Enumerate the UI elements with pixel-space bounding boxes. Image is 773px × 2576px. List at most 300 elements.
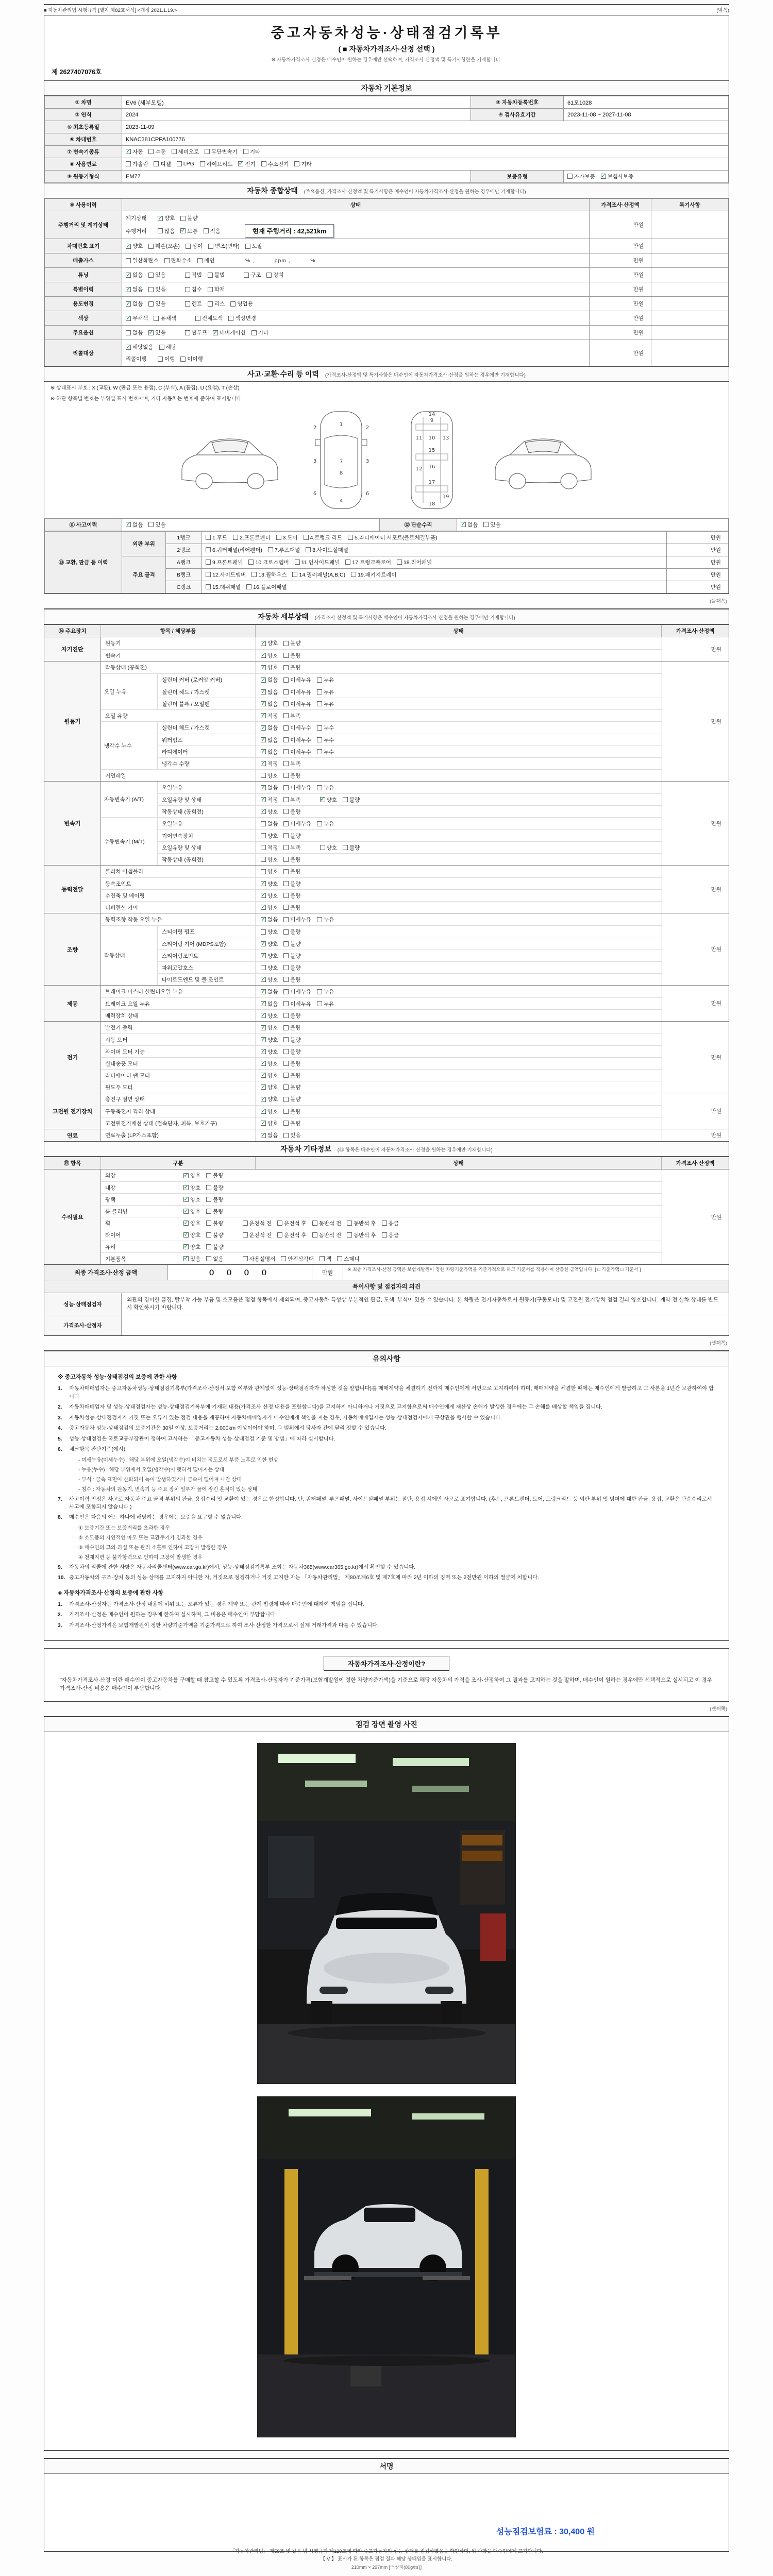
- checkbox-양호[interactable]: [183, 1172, 200, 1179]
- checkbox-양호[interactable]: [261, 1048, 278, 1056]
- checkbox-4.트렁크 리드[interactable]: [304, 534, 342, 541]
- checkbox-양호[interactable]: [261, 928, 278, 936]
- checkbox-없음[interactable]: [126, 521, 143, 529]
- checkbox-양호[interactable]: [261, 1095, 278, 1103]
- option-groups: [158, 227, 226, 235]
- checkbox-운전석 전[interactable]: [243, 1219, 272, 1227]
- checkbox-자가보증[interactable]: [567, 173, 595, 180]
- checkbox-적음[interactable]: [204, 227, 221, 235]
- part-group-cell: 주요 골격: [122, 556, 166, 594]
- checkbox-없음[interactable]: [261, 688, 278, 696]
- accident-title-text: 사고·교환·수리 등 이력: [247, 370, 319, 378]
- checkbox-미세누수[interactable]: [283, 748, 311, 756]
- checkbox-불량[interactable]: [206, 1243, 223, 1251]
- option-groups: [126, 148, 266, 156]
- checkbox-양호[interactable]: [261, 808, 278, 816]
- checkbox-box-icon: [185, 273, 190, 278]
- checkbox-양호[interactable]: [261, 639, 278, 647]
- checkbox-불량[interactable]: [283, 940, 300, 948]
- checkbox-없음[interactable]: [126, 271, 143, 279]
- history-label: ⑫ 단순수리: [380, 519, 457, 531]
- checkbox-구조[interactable]: [244, 271, 261, 279]
- checkbox-2.프론트펜더[interactable]: [233, 534, 270, 541]
- price-cell: 만원: [662, 1093, 729, 1129]
- checkbox-불량[interactable]: [283, 976, 300, 984]
- checkbox-3.도어[interactable]: [276, 534, 298, 541]
- checkbox-box-icon: [268, 547, 273, 552]
- checkbox-5.라디에이터 서포트(볼트체결부품)[interactable]: [348, 534, 438, 541]
- checkbox-불량[interactable]: [283, 880, 300, 888]
- checkbox-box-icon: [283, 881, 289, 886]
- checkbox-양호[interactable]: [261, 1012, 278, 1020]
- checkbox-무채색[interactable]: [126, 314, 148, 322]
- checkbox-양호[interactable]: [261, 940, 278, 948]
- option-group: [206, 546, 354, 554]
- checkbox-전기[interactable]: [238, 160, 255, 168]
- checkbox-미세누유[interactable]: [283, 916, 311, 923]
- checkbox-불량[interactable]: [206, 1172, 223, 1179]
- opinion-author: 성능·상태점검자: [44, 1293, 122, 1315]
- signature-area[interactable]: [44, 2474, 729, 2551]
- checkbox-1.후드[interactable]: [206, 534, 227, 541]
- checkbox-box-icon: [158, 216, 163, 221]
- device-label: 고전원 전기장치: [44, 1093, 101, 1129]
- checkbox-안전삼각대[interactable]: [281, 1255, 314, 1263]
- checkbox-응급[interactable]: [382, 1231, 399, 1239]
- photo-body: [44, 1732, 729, 2450]
- checkbox-양호[interactable]: [320, 796, 337, 804]
- checkbox-불량[interactable]: [206, 1196, 223, 1204]
- notice-item: [58, 1574, 715, 1582]
- checkbox-box-icon: [261, 701, 266, 706]
- detail-item-state: [256, 734, 662, 745]
- checkbox-해당없음[interactable]: [126, 343, 154, 351]
- notice-item: [58, 1514, 715, 1521]
- checkbox-있음[interactable]: [148, 521, 165, 529]
- checkbox-불량[interactable]: [283, 1095, 300, 1103]
- svg-text:1: 1: [339, 422, 343, 428]
- checkbox-label: 누수: [323, 725, 334, 731]
- detail-item-state: [256, 1022, 662, 1033]
- detail-item-state: [178, 1241, 662, 1252]
- checkbox-양호[interactable]: [261, 772, 278, 779]
- checkbox-label: 불량: [290, 1072, 301, 1079]
- checkbox-양호[interactable]: [261, 1060, 278, 1067]
- checkbox-없음[interactable]: [261, 724, 278, 732]
- detail-row: [101, 709, 662, 721]
- detail-item-state: [256, 1010, 662, 1021]
- checkbox-하이브리드[interactable]: [200, 160, 233, 168]
- checkbox-양호[interactable]: [261, 964, 278, 972]
- checkbox-불량[interactable]: [283, 1036, 300, 1044]
- detail-item-label: 휠: [101, 1217, 178, 1229]
- checkbox-불량[interactable]: [283, 1012, 300, 1020]
- svg-text:2: 2: [365, 425, 369, 431]
- checkbox-11.인사이드패널[interactable]: [295, 558, 340, 566]
- checkbox-미세누유[interactable]: [283, 676, 311, 684]
- checkbox-영업용[interactable]: [230, 300, 253, 308]
- checkbox-양호[interactable]: [261, 832, 278, 840]
- checkbox-19.패키지트레이[interactable]: [351, 571, 396, 579]
- checkbox-잭[interactable]: [320, 1255, 331, 1263]
- checkbox-label: 불량: [290, 1120, 301, 1127]
- detail-item-label: 추진축 및 베어링: [101, 890, 256, 901]
- checkbox-label: 보통: [187, 228, 198, 234]
- checkbox-누유[interactable]: [317, 688, 334, 696]
- checkbox-불량[interactable]: [283, 652, 300, 659]
- checkbox-보험사보증[interactable]: [601, 173, 634, 180]
- checkbox-미세누수[interactable]: [283, 724, 311, 732]
- checkbox-12.사이드멤버[interactable]: [206, 571, 246, 579]
- checkbox-누수[interactable]: [317, 736, 334, 744]
- checkbox-양호[interactable]: [261, 880, 278, 888]
- checkbox-양호[interactable]: [261, 1083, 278, 1091]
- checkbox-없음[interactable]: [126, 300, 143, 308]
- checkbox-불량[interactable]: [283, 1072, 300, 1079]
- checkbox-부족[interactable]: [283, 712, 300, 720]
- checkbox-보통[interactable]: [180, 227, 197, 235]
- checkbox-14.필러패널(A,B,C)[interactable]: [292, 571, 345, 579]
- column-header: 특기사항: [651, 199, 729, 211]
- checkbox-있음[interactable]: [148, 300, 165, 308]
- checkbox-양호[interactable]: [261, 868, 278, 875]
- checkbox-box-icon: [320, 1256, 325, 1261]
- checkbox-양호[interactable]: [261, 1120, 278, 1127]
- checkbox-없음[interactable]: [261, 988, 278, 995]
- checkbox-동반석 후[interactable]: [347, 1231, 376, 1239]
- checkbox-미세누유[interactable]: [283, 988, 311, 995]
- checkbox-13.휠하우스[interactable]: [251, 571, 287, 579]
- checkbox-상이[interactable]: [186, 242, 203, 250]
- checkbox-label: 14.필러패널(A,B,C): [299, 571, 346, 578]
- checkbox-불량[interactable]: [343, 844, 360, 852]
- checkbox-불량[interactable]: [283, 772, 300, 779]
- rank-cell: 2랭크: [166, 544, 202, 556]
- checkbox-해당[interactable]: [159, 343, 176, 351]
- detail-item-label: 와이퍼 모터 기능: [101, 1046, 256, 1057]
- checkbox-리스[interactable]: [208, 300, 225, 308]
- checkbox-양호[interactable]: [261, 1108, 278, 1115]
- checkbox-불량[interactable]: [283, 904, 300, 911]
- checkbox-응급[interactable]: [382, 1219, 399, 1227]
- checkbox-없음[interactable]: [261, 916, 278, 923]
- checkbox-누유[interactable]: [317, 700, 334, 708]
- checkbox-적정[interactable]: [261, 844, 278, 852]
- checkbox-부족[interactable]: [283, 760, 300, 768]
- checkbox-불량[interactable]: [343, 796, 360, 804]
- checkbox-불량[interactable]: [283, 964, 300, 972]
- checkbox-8.사이드실패널[interactable]: [306, 546, 348, 554]
- checkbox-수소전기[interactable]: [261, 160, 289, 168]
- checkbox-변조(변타)[interactable]: [208, 242, 240, 250]
- checkbox-불량[interactable]: [283, 856, 300, 863]
- checkbox-label: 없음: [267, 917, 278, 923]
- notice-intro: ※ 중고자동차 성능·상태점검의 보증에 관한 사항: [58, 1374, 177, 1381]
- checkbox-적정[interactable]: [261, 760, 278, 768]
- detail-item-state: [256, 758, 662, 769]
- checkbox-가솔린[interactable]: [126, 160, 148, 168]
- price-guarantee-title: ◈ 자동차가격조사·산정의 보증에 관한 사항: [58, 1589, 163, 1596]
- checkbox-누수[interactable]: [317, 724, 334, 732]
- checkbox-box-icon: [159, 345, 164, 350]
- checkbox-미세누유[interactable]: [283, 1000, 311, 1008]
- checkbox-부족[interactable]: [283, 844, 300, 852]
- checkbox-양호[interactable]: [183, 1184, 200, 1192]
- checkbox-누유[interactable]: [317, 1000, 334, 1008]
- option-group: [261, 1012, 307, 1020]
- checkbox-없음[interactable]: [261, 784, 278, 791]
- checkbox-불량[interactable]: [283, 1108, 300, 1115]
- price-cell: 만원: [590, 239, 651, 253]
- detail-item-label: 라디에이터 팬 모터: [101, 1070, 256, 1081]
- checkbox-불량[interactable]: [206, 1208, 223, 1215]
- checkbox-기타[interactable]: [243, 148, 260, 156]
- checkbox-일산화탄소[interactable]: [126, 257, 159, 264]
- photos-title-text: 점검 장면 촬영 사진: [356, 1720, 417, 1728]
- checkbox-label: 무단변속기: [211, 148, 238, 155]
- checkbox-불량[interactable]: [283, 832, 300, 840]
- checkbox-양호[interactable]: [126, 242, 143, 250]
- option-group: [261, 1120, 307, 1127]
- notice-card: [44, 1350, 729, 1641]
- checkbox-없음[interactable]: [261, 1131, 278, 1139]
- checkbox-있음[interactable]: [483, 521, 500, 529]
- option-groups: [261, 796, 365, 804]
- checkbox-불량[interactable]: [283, 664, 300, 671]
- checkbox-없음[interactable]: [261, 736, 278, 744]
- checkbox-동반석 전[interactable]: [312, 1219, 342, 1227]
- checkbox-label: 16.플로어패널: [253, 584, 287, 590]
- checkbox-침수[interactable]: [185, 285, 202, 293]
- checkbox-자동[interactable]: [126, 148, 143, 156]
- checkbox-장치[interactable]: [266, 271, 283, 279]
- checkbox-불량[interactable]: [283, 1048, 300, 1056]
- state-line: [126, 212, 585, 224]
- checkbox-없음[interactable]: [261, 676, 278, 684]
- checkbox-수동[interactable]: [148, 148, 165, 156]
- checkbox-세미오토[interactable]: [172, 148, 199, 156]
- checkbox-있음[interactable]: [183, 1255, 200, 1263]
- checkbox-양호[interactable]: [320, 844, 337, 852]
- checkbox-양호[interactable]: [261, 1072, 278, 1079]
- checkbox-동반석 전[interactable]: [312, 1231, 342, 1239]
- checkbox-훼손(오손)[interactable]: [148, 242, 180, 250]
- checkbox-양호[interactable]: [261, 904, 278, 911]
- detail-item-label: 스티어링 펌프: [158, 926, 256, 938]
- checkbox-색상변경[interactable]: [228, 314, 256, 322]
- checkbox-이행[interactable]: [158, 355, 175, 363]
- checkbox-label: 4.트렁크 리드: [310, 534, 342, 541]
- checkbox-양호[interactable]: [158, 214, 175, 222]
- checkbox-기타[interactable]: [294, 160, 311, 168]
- checkbox-누유[interactable]: [317, 784, 334, 791]
- inspection-photo-2: [258, 2097, 515, 2437]
- checkbox-box-icon: [180, 228, 186, 233]
- checkbox-없음[interactable]: [261, 700, 278, 708]
- checkbox-label: 스패너: [344, 1256, 360, 1262]
- checkbox-box-icon: [261, 725, 266, 731]
- checkbox-box-icon: [180, 357, 186, 362]
- checkbox-label: 불량: [290, 941, 301, 947]
- checkbox-운전석 후[interactable]: [277, 1231, 307, 1239]
- checkbox-미세누유[interactable]: [283, 688, 311, 696]
- checkbox-불량[interactable]: [283, 952, 300, 960]
- checkbox-네비게이션[interactable]: [213, 329, 246, 336]
- checkbox-양호[interactable]: [261, 856, 278, 863]
- checkbox-불량[interactable]: [283, 868, 300, 875]
- checkbox-box-icon: [261, 821, 266, 826]
- checkbox-전체도색[interactable]: [195, 314, 223, 322]
- checkbox-기타[interactable]: [251, 329, 268, 336]
- checkbox-15.대쉬패널[interactable]: [206, 583, 241, 591]
- checkbox-없음[interactable]: [461, 521, 478, 529]
- checkbox-6.쿼터패널(리어펜더)[interactable]: [206, 546, 262, 554]
- price-cell: 만원: [662, 662, 729, 781]
- checkbox-매연[interactable]: [197, 257, 214, 264]
- checkbox-있음[interactable]: [283, 1131, 300, 1139]
- checkbox-불량[interactable]: [283, 1060, 300, 1067]
- checkbox-없음[interactable]: [126, 285, 143, 293]
- checkbox-양호[interactable]: [261, 892, 278, 900]
- checkbox-box-icon: [148, 330, 154, 335]
- checkbox-있음[interactable]: [148, 285, 165, 293]
- checkbox-없음[interactable]: [126, 329, 143, 336]
- checkbox-운전석 전[interactable]: [243, 1231, 272, 1239]
- checkbox-양호[interactable]: [261, 1024, 278, 1031]
- checkbox-불량[interactable]: [283, 639, 300, 647]
- checkbox-불량[interactable]: [180, 214, 197, 222]
- checkbox-box-icon: [126, 258, 131, 263]
- checkbox-양호[interactable]: [261, 952, 278, 960]
- checkbox-불량[interactable]: [283, 928, 300, 936]
- checkbox-불량[interactable]: [283, 892, 300, 900]
- checkbox-box-icon: [261, 761, 266, 766]
- checkbox-썬루프[interactable]: [185, 329, 207, 336]
- checkbox-없음[interactable]: [206, 1255, 223, 1263]
- checkbox-box-icon: [295, 560, 300, 565]
- checkbox-탄화수소[interactable]: [164, 257, 192, 264]
- basic-field-value: [122, 158, 729, 171]
- checkbox-미이행[interactable]: [180, 355, 203, 363]
- checkbox-많음[interactable]: [158, 227, 175, 235]
- checkbox-17.트렁크플로어[interactable]: [345, 558, 391, 566]
- final-price-note: ※ 최종 가격조사·산정 금액은 보험개발원이 정한 차량기준가액을 기준가격으로 하고 기준서를 적용하여 산출한 금액입니다. [ □ 기준가액 □ 기준서 ]: [347, 1267, 641, 1272]
- checkbox-7.루프패널[interactable]: [268, 546, 300, 554]
- checkbox-양호[interactable]: [261, 976, 278, 984]
- checkbox-16.플로어패널[interactable]: [246, 583, 287, 591]
- column-header: 가격조사·산정액: [676, 628, 715, 634]
- detail-title: [44, 609, 729, 624]
- checkbox-LPG[interactable]: [177, 161, 194, 167]
- checkbox-box-icon: [183, 1232, 189, 1238]
- checkbox-불량[interactable]: [283, 1120, 300, 1127]
- checkbox-디젤[interactable]: [154, 160, 171, 168]
- checkbox-box-icon: [206, 1209, 211, 1214]
- checkbox-18.리어패널[interactable]: [397, 558, 432, 566]
- checkbox-도말[interactable]: [245, 242, 262, 250]
- checkbox-양호[interactable]: [183, 1243, 200, 1251]
- checkbox-양호[interactable]: [183, 1219, 200, 1227]
- checkbox-누유[interactable]: [317, 820, 334, 827]
- checkbox-없음[interactable]: [261, 820, 278, 827]
- checkbox-box-icon: [186, 244, 191, 249]
- checkbox-불량[interactable]: [283, 1024, 300, 1031]
- option-group: [206, 571, 402, 579]
- checkbox-불량[interactable]: [283, 808, 300, 816]
- checkbox-불량[interactable]: [206, 1219, 223, 1227]
- checkbox-렌트[interactable]: [185, 300, 202, 308]
- checkbox-10.크로스멤버[interactable]: [248, 558, 289, 566]
- checkbox-box-icon: [283, 641, 289, 646]
- checkbox-불법[interactable]: [208, 271, 225, 279]
- checkbox-화재[interactable]: [208, 285, 225, 293]
- checkbox-미세누수[interactable]: [283, 736, 311, 744]
- checkbox-적법[interactable]: [185, 271, 202, 279]
- checkbox-무단변속기[interactable]: [205, 148, 238, 156]
- notice-text: 자동차성능·상태점검자가 거짓 또는 오류가 있는 점검 내용을 제공하여 자동차매매업자가 매수인에게 책임을 지는 경우, 자동차매매업자는 성능·상태점검자에게 구상권을 행사할 수 있습니다.: [69, 1415, 502, 1421]
- checkbox-적정[interactable]: [261, 796, 278, 804]
- checkbox-없음[interactable]: [261, 1000, 278, 1008]
- checkbox-label: 부족: [290, 844, 301, 851]
- detail-item-label: 실린더 블록 / 오일팬: [158, 698, 256, 709]
- checkbox-누유[interactable]: [317, 988, 334, 995]
- checkbox-label: 자가보증: [574, 173, 595, 180]
- checkbox-있음[interactable]: [148, 329, 165, 336]
- checkbox-양호[interactable]: [261, 1036, 278, 1044]
- checkbox-양호[interactable]: [261, 664, 278, 671]
- checkbox-label: 운전석 전: [249, 1232, 272, 1239]
- checkbox-부족[interactable]: [283, 796, 300, 804]
- checkbox-양호[interactable]: [183, 1208, 200, 1215]
- option-group: [261, 952, 307, 960]
- option-group: [261, 639, 307, 647]
- checkbox-유채색[interactable]: [154, 314, 176, 322]
- overall-row: [45, 239, 729, 253]
- checkbox-미세누유[interactable]: [283, 820, 311, 827]
- final-price-amount: ０ ０ ０ ０: [168, 1265, 312, 1280]
- detail-item-state: [256, 1058, 662, 1069]
- option-group: [126, 242, 268, 250]
- checkbox-양호[interactable]: [183, 1231, 200, 1239]
- option-groups: [261, 712, 307, 720]
- detail-item-state: [256, 913, 662, 925]
- detail-row: [158, 961, 662, 973]
- checkbox-적정[interactable]: [261, 712, 278, 720]
- notice-number: 1.: [58, 1601, 62, 1607]
- checkbox-불량[interactable]: [206, 1184, 223, 1192]
- checkbox-양호[interactable]: [261, 652, 278, 659]
- checkbox-9.프론트패널[interactable]: [206, 558, 243, 566]
- checkbox-누유[interactable]: [317, 676, 334, 684]
- checkbox-동반석 후[interactable]: [347, 1219, 376, 1227]
- option-group: [126, 160, 317, 168]
- checkbox-불량[interactable]: [206, 1231, 223, 1239]
- checkbox-box-icon: [261, 869, 266, 874]
- checkbox-스패너[interactable]: [337, 1255, 359, 1263]
- checkbox-누수[interactable]: [317, 748, 334, 756]
- option-group: [261, 856, 307, 863]
- checkbox-누유[interactable]: [317, 916, 334, 923]
- checkbox-운전석 후[interactable]: [277, 1219, 307, 1227]
- checkbox-양호[interactable]: [183, 1196, 200, 1204]
- checkbox-box-icon: [183, 1244, 189, 1249]
- checkbox-미세누유[interactable]: [283, 784, 311, 791]
- checkbox-미세누유[interactable]: [283, 700, 311, 708]
- checkbox-없음[interactable]: [261, 748, 278, 756]
- checkbox-사용설명서[interactable]: [243, 1255, 276, 1263]
- checkbox-불량[interactable]: [283, 1083, 300, 1091]
- checkbox-있음[interactable]: [148, 271, 165, 279]
